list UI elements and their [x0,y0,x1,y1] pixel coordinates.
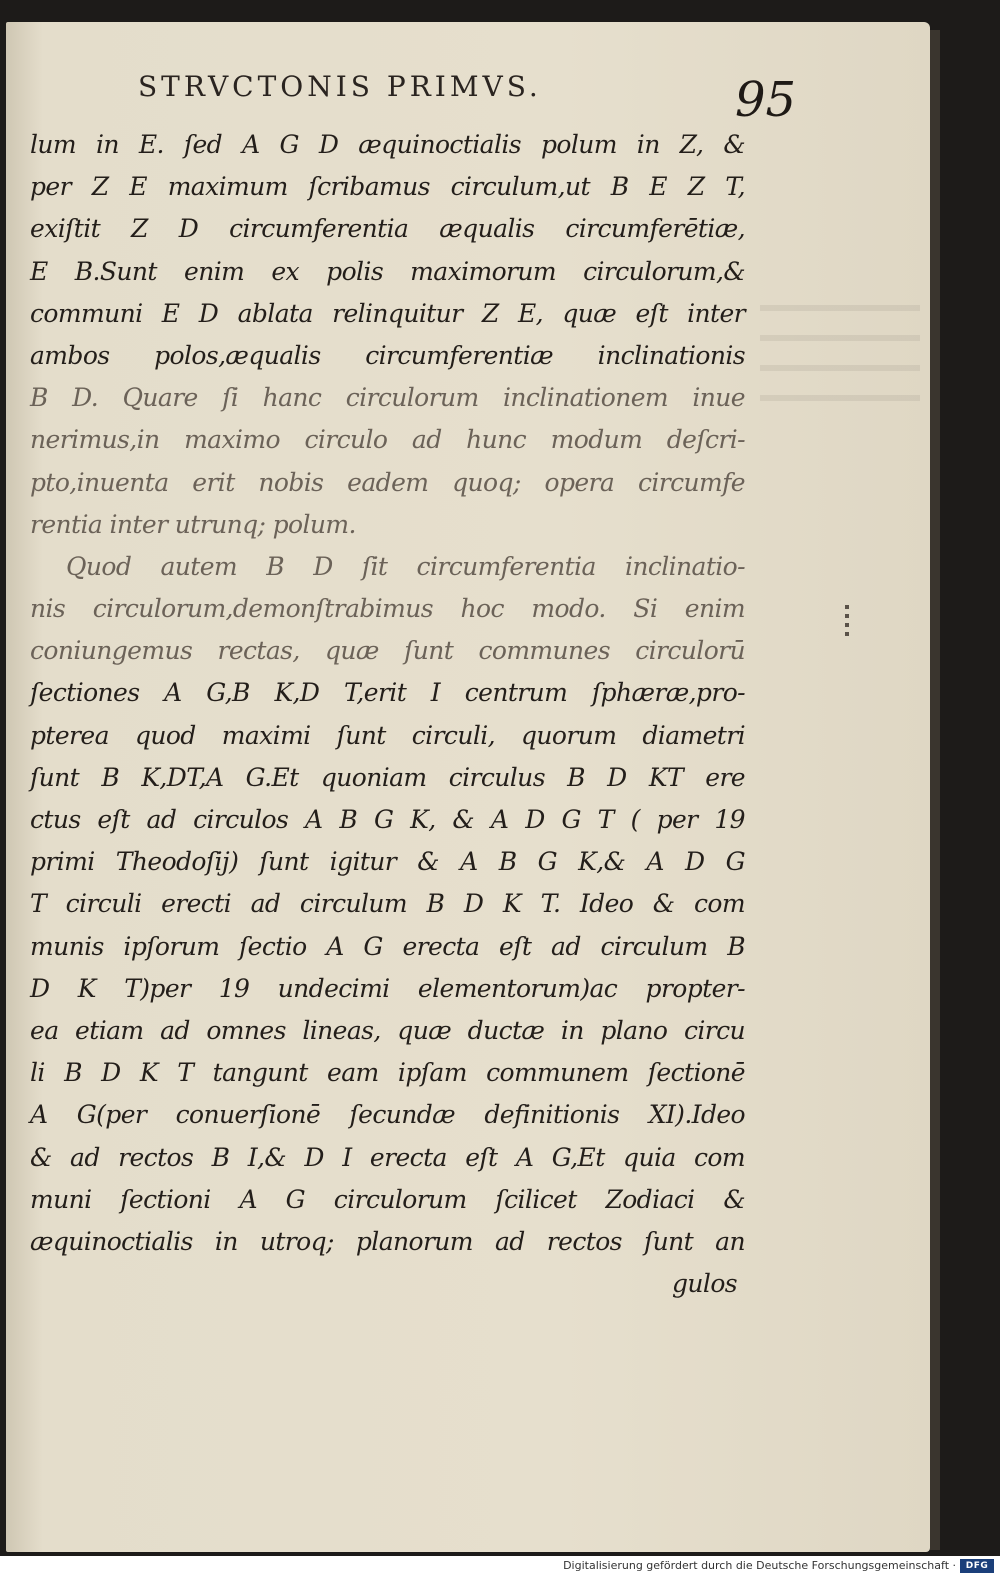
text-line: ſunt B K,DT,A G.Et quoniam circulus B D KT ere [30,762,745,792]
text-line: ctus eſt ad circulos A B G K, & A D G T ( per 19 [30,805,745,834]
text-line: D K T)per 19 undecimi elementorum)ac propter- [30,973,745,1003]
footer-bar [0,1556,1000,1577]
body-text [30,124,745,1305]
text-line: Quod autem B D ſit circumferentia inclinatio- [66,551,745,581]
text-line: & ad rectos B I,& D I erecta eſt A G,Et quia com [30,1142,745,1172]
text-line: æquinoctialis in utroq; planorum ad rectos ſunt an [30,1226,745,1256]
text-line: T circuli erecti ad circulum B D K T. Ideo & com [30,889,745,919]
margin-mark [845,605,849,641]
text-line: primi Theodoſij) ſunt igitur & A B G K,& A D G [30,847,745,877]
page-edge [930,30,940,1550]
text-line: communi E D ablata relinquitur Z E, quæ eſt inter [30,298,745,328]
text-line: nerimus,in maximo circulo ad hunc modum deſcri- [30,425,745,455]
text-line: A G(per conuerſionē ſecundæ definitionis XI).Ideo [30,1100,745,1130]
catchword: gulos [672,1269,737,1299]
text-line: per Z E maximum ſcribamus circulum,ut B E Z T, [30,172,745,202]
page-number: 95 [735,72,797,128]
text-line: ſectiones A G,B K,D T,erit I centrum ſphæræ,pro- [30,678,745,708]
show-through [760,305,920,425]
text-line: nis circulorum,demonſtrabimus hoc modo. Si enim [30,594,745,624]
funding-notice: Digitalisierung gefördert durch die Deutsche Forschungsgemeinschaft · [563,1559,956,1572]
text-line: lum in E. ſed A G D æquinoctialis polum in Z, & [30,130,745,159]
dfg-logo-icon: DFG [960,1559,994,1573]
text-line: munis ipſorum ſectio A G erecta eſt ad circulum B [30,931,745,961]
text-line: rentia inter utrunq; polum. [30,509,356,539]
text-line: ambos polos,æqualis circumferentiæ inclinationis [30,340,745,370]
text-line: exiſtit Z D circumferentia æqualis circumferētiæ, [30,214,745,244]
text-line: ea etiam ad omnes lineas, quæ ductæ in plano circu [30,1015,745,1045]
text-line: pto,inuenta erit nobis eadem quoq; opera circumfe [30,467,745,497]
running-head: STRVCTONIS PRIMVS. [138,70,542,103]
text-line: E B.Sunt enim ex polis maximorum circulorum,& [30,256,745,286]
text-line: coniungemus rectas, quæ ſunt communes circulorū [30,636,745,666]
text-line: li B D K T tangunt eam ipſam communem ſectionē [30,1058,745,1088]
text-line: B D. Quare ſi hanc circulorum inclinationem inue [30,383,745,413]
text-line: pterea quod maximi ſunt circuli, quorum diametri [30,720,745,750]
text-line: muni ſectioni A G circulorum ſcilicet Zodiaci & [30,1184,745,1214]
